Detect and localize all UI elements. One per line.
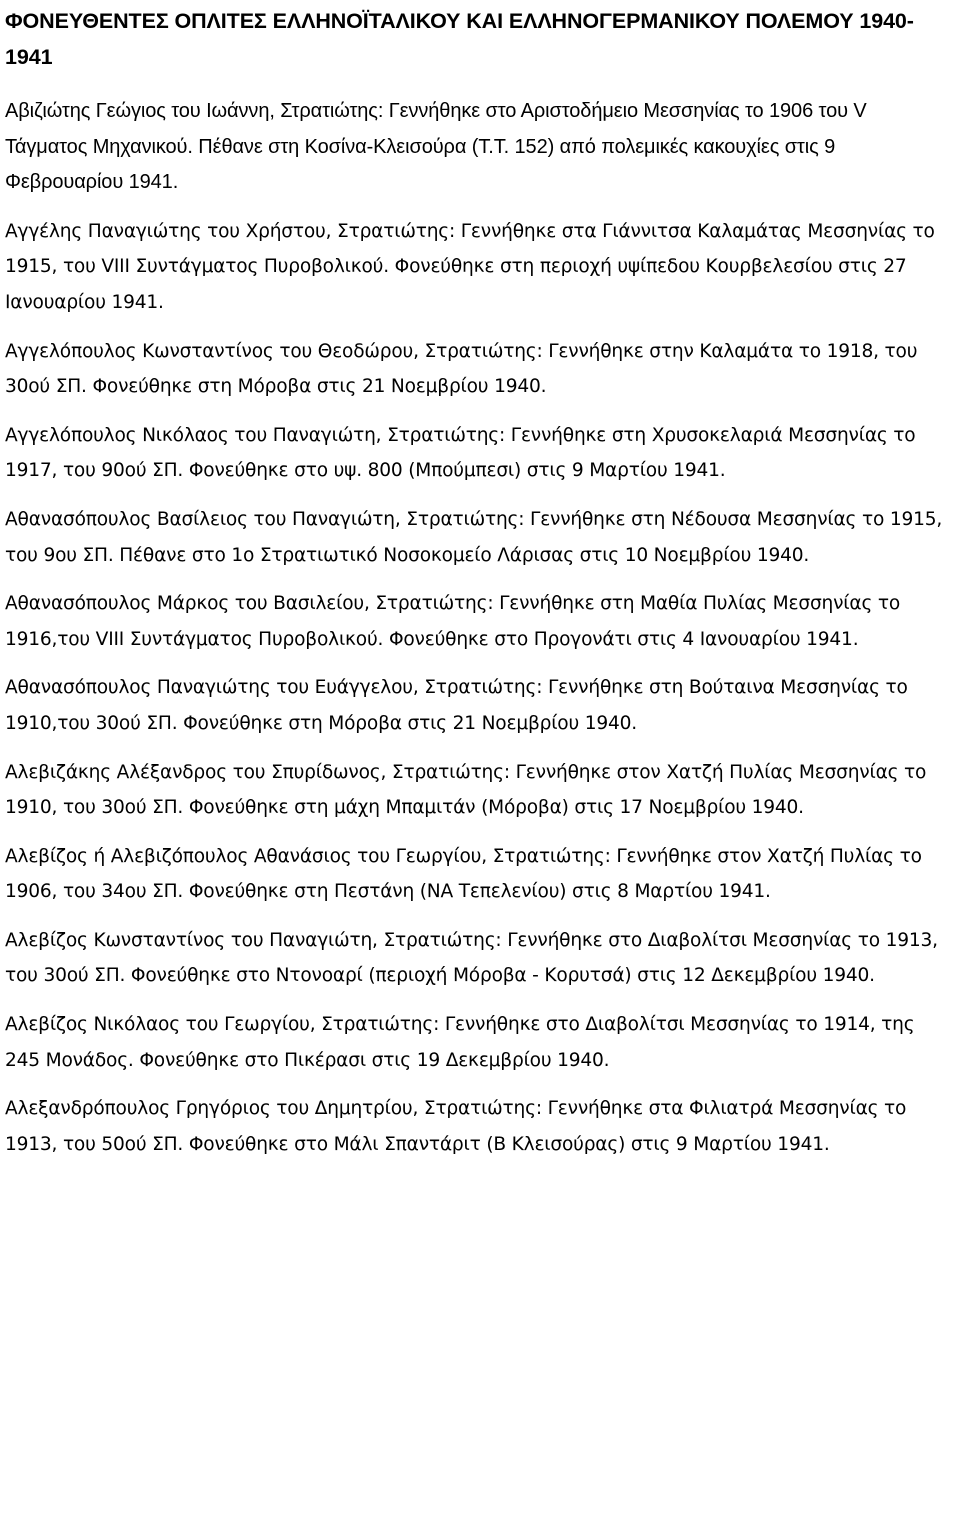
list-item: Αγγελόπουλος Νικόλαος του Παναγιώτη, Στρατιώτης: Γεννήθηκε στη Χρυσοκελαριά Μεσσηνίας το 1917, του 90ού ΣΠ. Φονεύθηκε στο υψ. 800 (Μπούμπεσι) στις 9 Μαρτίου 1941.	[5, 424, 916, 482]
list-item: Αλεβίζος Νικόλαος του Γεωργίου, Στρατιώτης: Γεννήθηκε στο Διαβολίτσι Μεσσηνίας το 1914, της 245 Μονάδος. Φονεύθηκε στο Πικέρασι στις 19 Δεκεμβρίου 1940.	[5, 1014, 915, 1071]
list-item: Αλεξανδρόπουλος Γρηγόριος του Δημητρίου, Στρατιώτης: Γεννήθηκε στα Φιλιατρά Μεσσηνίας το 1913, του 50ού ΣΠ. Φονεύθηκε στο Μάλι Σπαντάριτ (Β Κλεισούρας) στις 9 Μαρτίου 1941.	[5, 1098, 907, 1155]
list-item: Αγγελόπουλος Κωνσταντίνος του Θεοδώρου, Στρατιώτης: Γεννήθηκε στην Καλαμάτα το 1918, του 30ού ΣΠ. Φονεύθηκε στη Μόροβα στις 21 Νοεμβρίου 1940.	[5, 340, 918, 398]
list-item: Αγγέλης Παναγιώτης του Χρήστου, Στρατιώτης: Γεννήθηκε στα Γιάννιτσα Καλαμάτας Μεσσηνίας το 1915, του VIII Συντάγματος Πυροβολικού. Φονεύθηκε στη περιοχή υψίπεδου Κουρβελεσίου στις 27 Ιανουαρίου 1941.	[5, 220, 935, 313]
list-item: Αθανασόπουλος Παναγιώτης του Ευάγγελου, Στρατιώτης: Γεννήθηκε στη Βούταινα Μεσσηνίας το 1910,του 30ού ΣΠ. Φονεύθηκε στη Μόροβα στις 21 Νοεμβρίου 1940.	[5, 677, 908, 734]
list-item: Αθανασόπουλος Βασίλειος του Παναγιώτη, Στρατιώτης: Γεννήθηκε στη Νέδουσα Μεσσηνίας το 1915, του 9ου ΣΠ. Πέθανε στο 1ο Στρατιωτικό Νοσοκομείο Λάρισας στις 10 Νοεμβρίου 1940.	[5, 508, 943, 566]
document-title: ΦΟΝΕΥΘΕΝΤΕΣ ΟΠΛΙΤΕΣ ΕΛΛΗΝΟΪΤΑΛΙΚΟΥ ΚΑΙ ΕΛΛΗΝΟΓΕΡΜΑΝΙΚΟΥ ΠΟΛΕΜΟΥ 1940-1941	[5, 9, 914, 69]
document-page	[5, 0, 953, 1175]
list-item: Αλεβιζάκης Αλέξανδρος του Σπυρίδωνος, Στρατιώτης: Γεννήθηκε στον Χατζή Πυλίας Μεσσηνίας το 1910, του 30ού ΣΠ. Φονεύθηκε στη μάχη Μπαμιτάν (Μόροβα) στις 17 Νοεμβρίου 1940.	[5, 761, 927, 819]
list-item: Αλεβίζος Κωνσταντίνος του Παναγιώτη, Στρατιώτης: Γεννήθηκε στο Διαβολίτσι Μεσσηνίας το 1913, του 30ού ΣΠ. Φονεύθηκε στο Ντονοαρί (περιοχή Μόροβα - Κορυτσά) στις 12 Δεκεμβρίου 1940.	[5, 929, 938, 987]
list-item: Αβιζιώτης Γεώγιος του Ιωάννη, Στρατιώτης: Γεννήθηκε στο Αριστοδήμειο Μεσσηνίας το 1906 του V Τάγματος Μηχανικού. Πέθανε στη Κοσίνα-Κλεισούρα (Τ.Τ. 152) από πολεμικές κακουχίες στις 9 Φεβρουαρίου 1941.	[5, 100, 867, 194]
list-item: Αθανασόπουλος Μάρκος του Βασιλείου, Στρατιώτης: Γεννήθηκε στη Μαθία Πυλίας Μεσσηνίας το 1916,του VIII Συντάγματος Πυροβολικού. Φονεύθηκε στο Προγονάτι στις 4 Ιανουαρίου 1941.	[5, 593, 901, 650]
list-item: Αλεβίζος ή Αλεβιζόπουλος Αθανάσιος του Γεωργίου, Στρατιώτης: Γεννήθηκε στον Χατζή Πυλίας το 1906, του 34ου ΣΠ. Φονεύθηκε στη Πεστάνη (ΝΑ Τεπελενίου) στις 8 Μαρτίου 1941.	[5, 845, 922, 903]
entries-list	[5, 94, 953, 1162]
